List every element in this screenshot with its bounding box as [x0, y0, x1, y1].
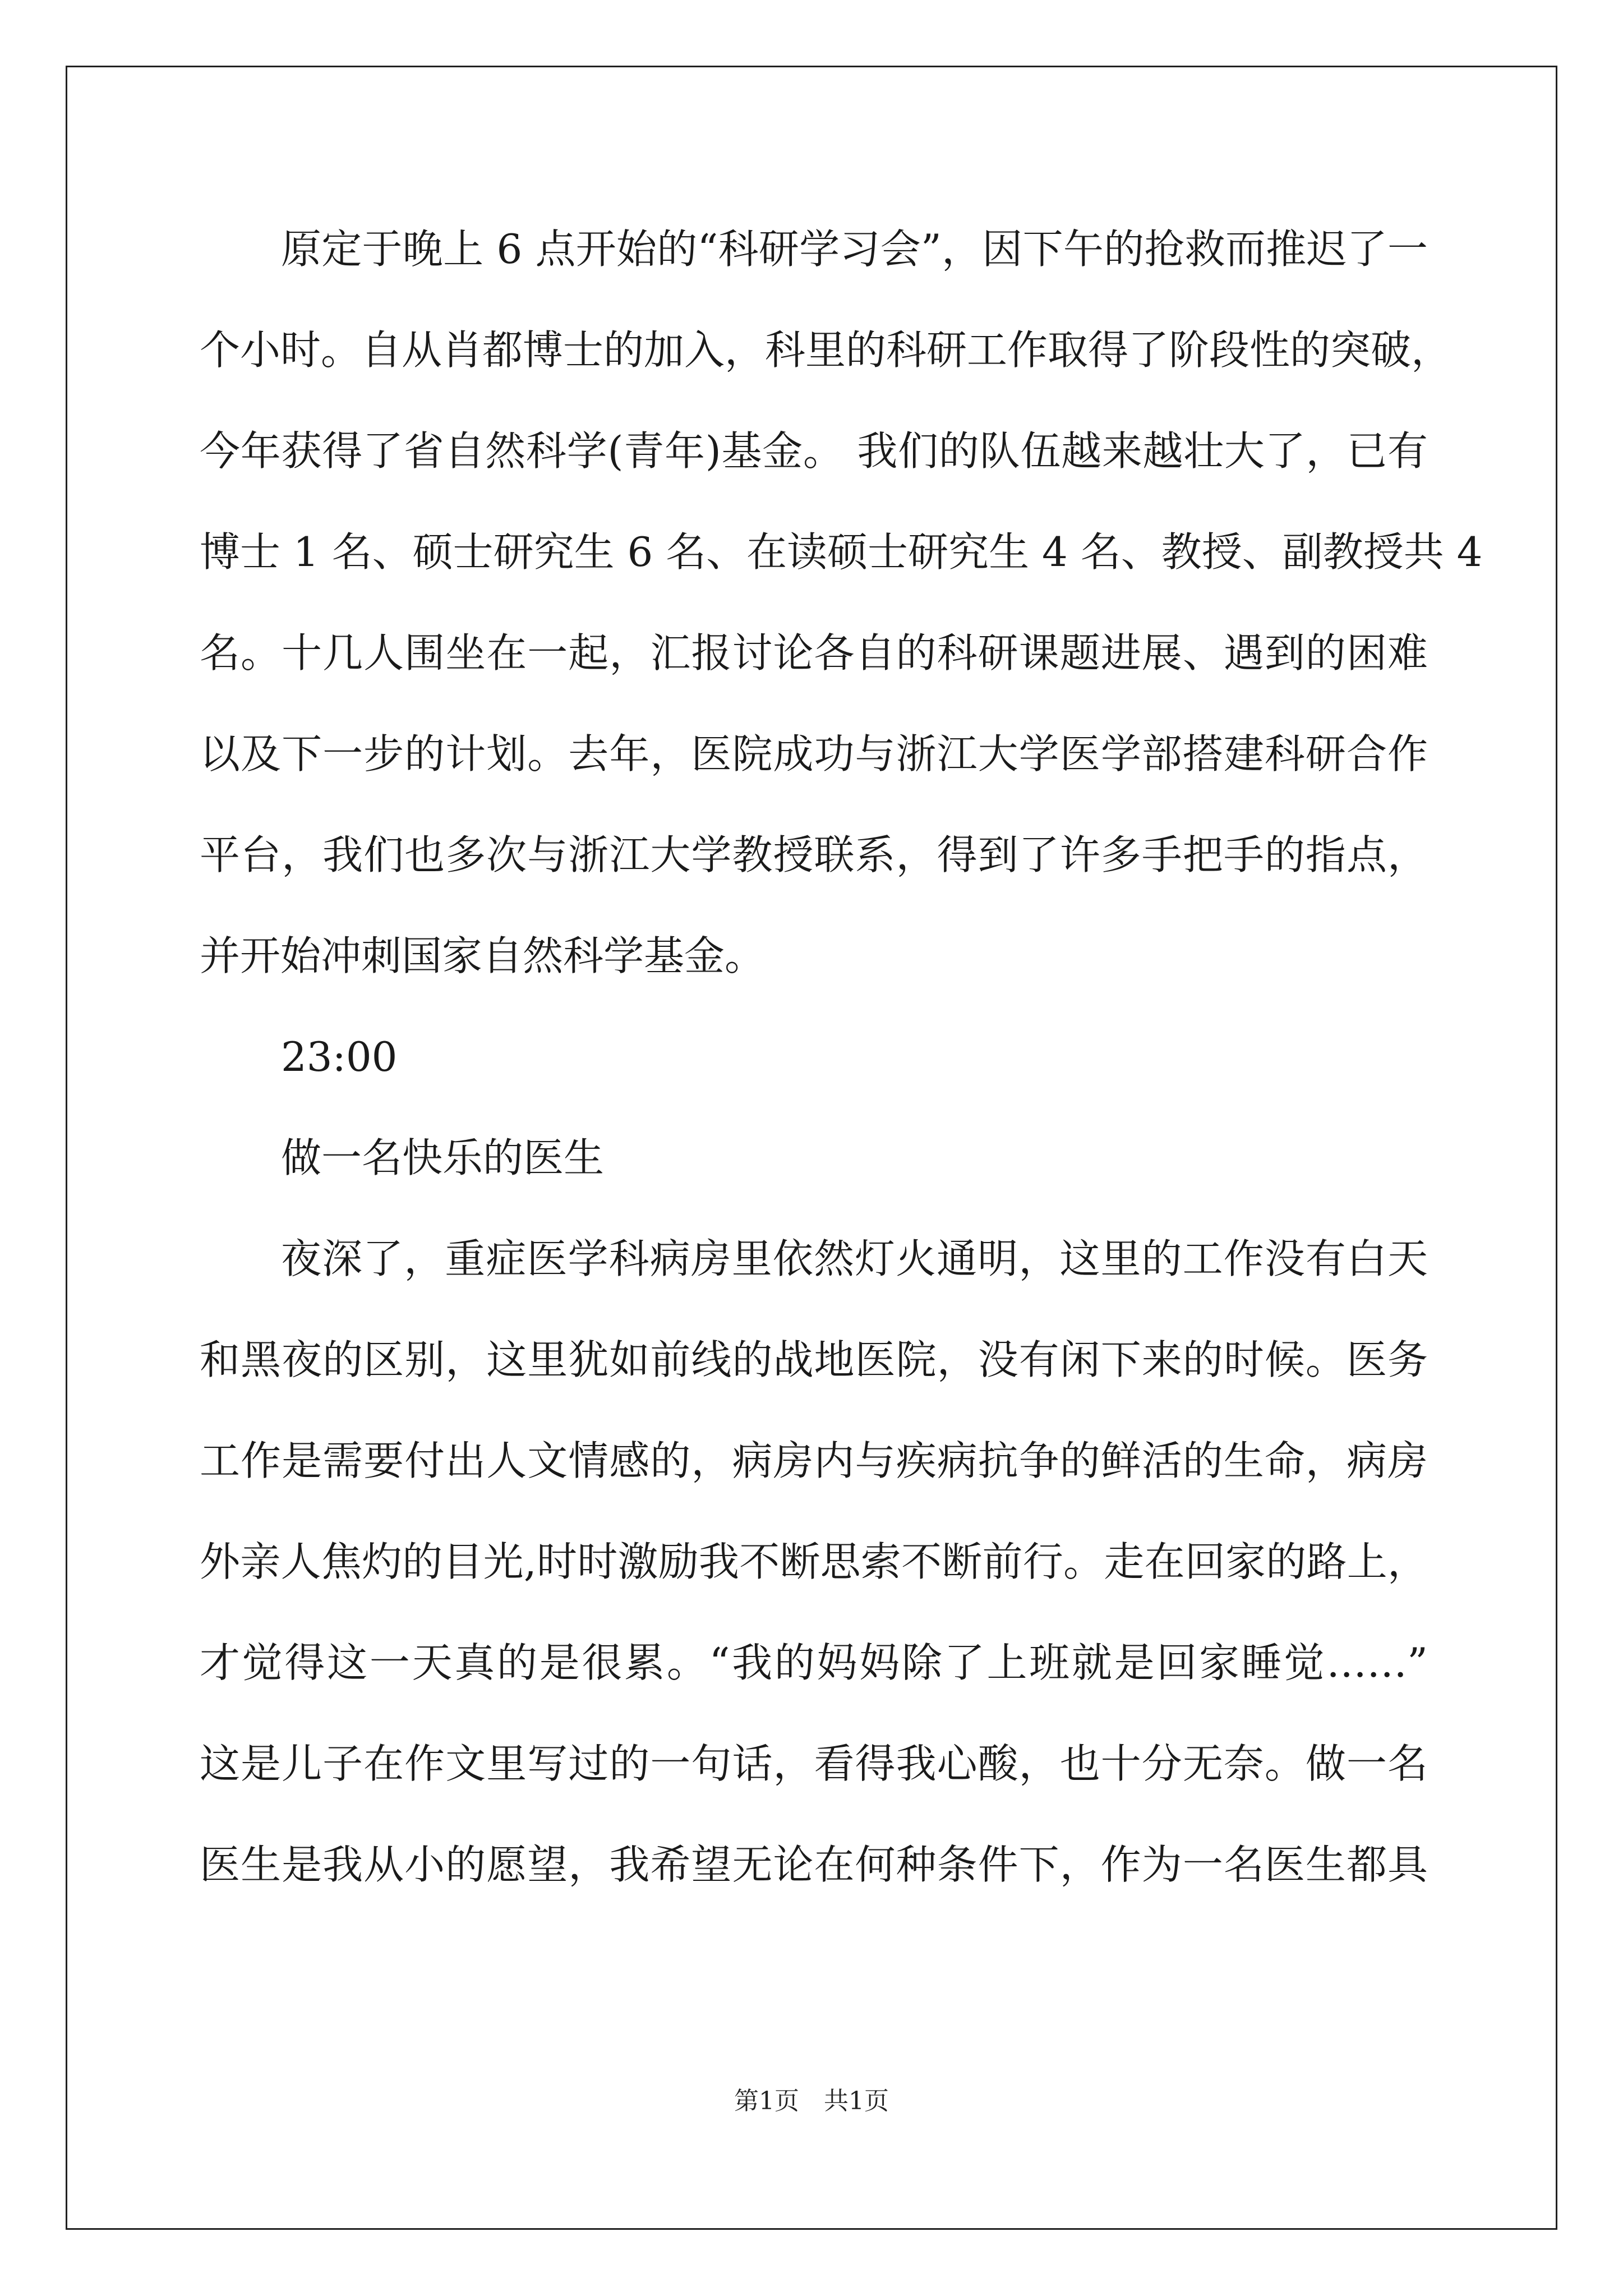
paragraph-line: 今年获得了省自然科学(青年)基金。 我们的队伍越来越壮大了，已有 — [200, 427, 1428, 475]
paragraph-line: 工作是需要付出人文情感的，病房内与疾病抗争的鲜活的生命，病房 — [200, 1437, 1428, 1484]
paragraph-line: 原定于晚上 6 点开始的“科研学习会”，因下午的抢救而推迟了一 — [281, 226, 1428, 273]
paragraph-line: 名。十几人围坐在一起，汇报讨论各自的科研课题进展、遇到的困难 — [200, 629, 1428, 677]
paragraph-line: 外亲人焦灼的目光,时时激励我不断思索不断前行。走在回家的路上， — [200, 1538, 1428, 1585]
paragraph-line: 和黑夜的区别，这里犹如前线的战地医院，没有闲下来的时候。医务 — [200, 1336, 1428, 1383]
paragraph-line: 医生是我从小的愿望，我希望无论在何种条件下，作为一名医生都具 — [200, 1841, 1428, 1888]
page-footer: 第1页 共1页 — [734, 2087, 889, 2115]
paragraph-line: 才觉得这一天真的是很累。“我的妈妈除了上班就是回家睡觉……” — [200, 1639, 1428, 1686]
paragraph-line: 这是儿子在作文里写过的一句话，看得我心酸，也十分无奈。做一名 — [200, 1740, 1428, 1787]
paragraph-line: 夜深了，重症医学科病房里依然灯火通明，这里的工作没有白天 — [281, 1235, 1428, 1282]
paragraph-line: 平台，我们也多次与浙江大学教授联系，得到了许多手把手的指点， — [200, 831, 1428, 878]
paragraph-line: 以及下一步的计划。去年，医院成功与浙江大学医学部搭建科研合作 — [200, 730, 1428, 777]
paragraph-line: 并开始冲刺国家自然科学基金。 — [200, 932, 766, 979]
paragraph-line: 个小时。自从肖都博士的加入，科里的科研工作取得了阶段性的突破， — [200, 326, 1452, 374]
timestamp-line: 23:00 — [281, 1033, 398, 1080]
section-heading: 做一名快乐的医生 — [281, 1134, 605, 1181]
paragraph-line: 博士 1 名、硕士研究生 6 名、在读硕士研究生 4 名、教授、副教授共 4 — [200, 528, 1483, 576]
